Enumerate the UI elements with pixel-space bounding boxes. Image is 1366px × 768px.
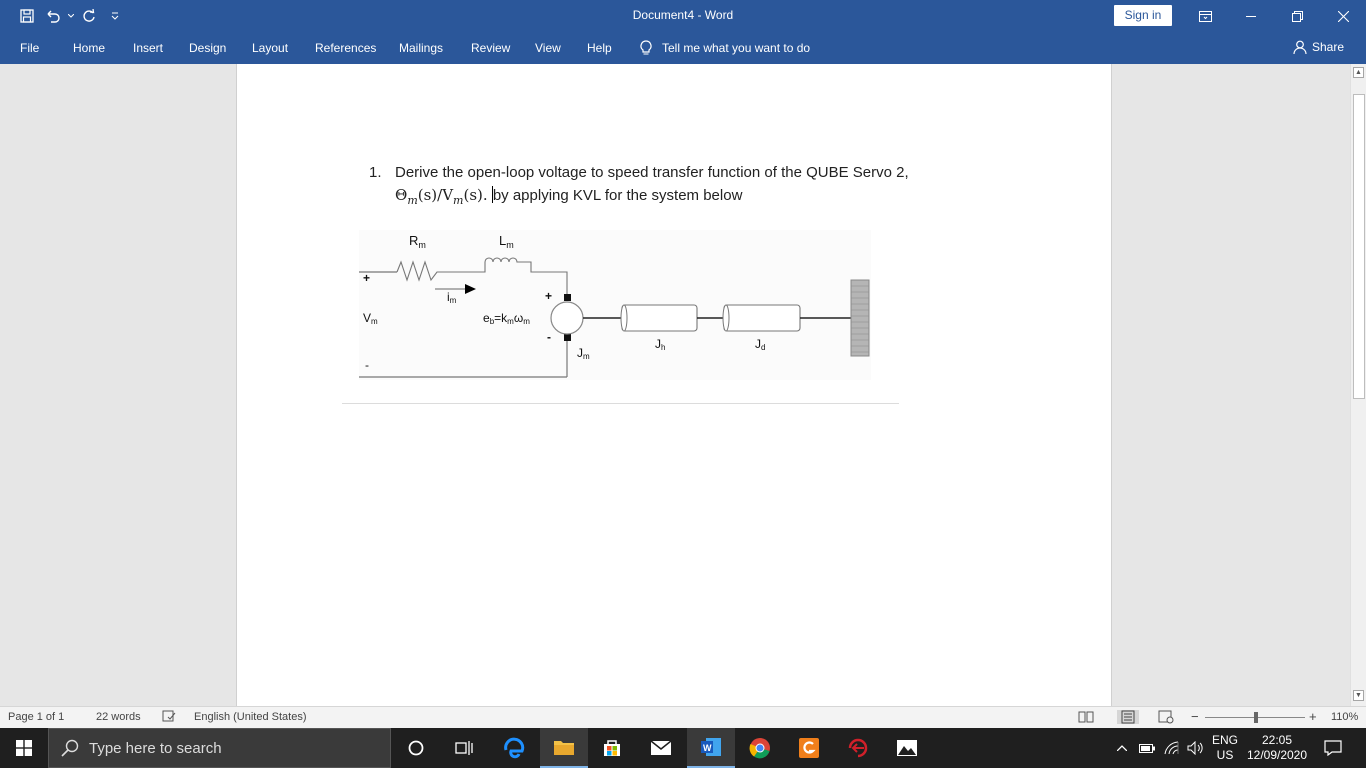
math-expression	[395, 186, 488, 207]
store-icon	[602, 738, 622, 758]
minimize-button[interactable]	[1228, 0, 1274, 32]
folder-icon	[553, 738, 575, 756]
word-app[interactable]	[687, 728, 735, 768]
status-bar	[0, 706, 1366, 728]
close-icon	[1338, 11, 1349, 22]
resistor-symbol	[397, 262, 449, 280]
label-plus-motor: +	[545, 289, 553, 303]
zoom-level[interactable]: 110%	[1331, 711, 1359, 723]
math-sub-m-2: m	[453, 194, 464, 207]
label-lm: L	[499, 233, 507, 248]
label-im: i	[447, 290, 450, 304]
label-plus-left: +	[363, 271, 371, 285]
pdf-app[interactable]	[785, 728, 833, 768]
tab-insert[interactable]: Insert	[133, 41, 164, 55]
zoom-out-button[interactable]: −	[1191, 709, 1199, 724]
notification-icon	[1324, 740, 1342, 756]
quick-access-toolbar	[14, 6, 128, 26]
share-label: Share	[1312, 40, 1345, 54]
edge-app[interactable]	[490, 728, 538, 768]
task-view-icon	[455, 740, 473, 756]
cortana-icon	[408, 740, 424, 756]
customize-icon	[111, 12, 119, 20]
hub-cylinder	[622, 305, 697, 331]
label-omega-sub: m	[523, 317, 530, 326]
label-jm: J	[577, 346, 583, 360]
tab-home[interactable]: Home	[73, 41, 106, 55]
scroll-up-button[interactable]: ▲	[1353, 67, 1364, 78]
search-icon	[61, 739, 79, 757]
svg-text:Jd	[755, 337, 765, 352]
lang-top: ENG	[1211, 733, 1238, 747]
save-icon	[20, 9, 34, 23]
cortana-button[interactable]	[392, 728, 440, 768]
chevron-up-icon	[1117, 745, 1127, 751]
speaker-icon	[1187, 741, 1203, 755]
tell-me-search[interactable]	[640, 40, 810, 56]
volume-button[interactable]	[1184, 728, 1206, 768]
web-layout-icon[interactable]	[1158, 710, 1174, 724]
math-theta: Θ	[395, 186, 408, 204]
mail-app[interactable]	[637, 728, 685, 768]
svg-text:Jh	[655, 337, 665, 352]
word-count[interactable]: 22 words	[96, 711, 141, 723]
question-line-1: Derive the open-loop voltage to speed transfer function of the QUBE Servo 2,	[395, 164, 909, 181]
document-area	[0, 64, 1350, 706]
label-im-sub: m	[449, 296, 457, 305]
document-page[interactable]	[236, 64, 1112, 706]
sign-in-button[interactable]: Sign in	[1114, 5, 1172, 26]
security-app[interactable]	[834, 728, 882, 768]
repeat-button[interactable]	[76, 6, 102, 26]
task-view-button[interactable]	[440, 728, 488, 768]
print-layout-icon[interactable]	[1117, 710, 1139, 724]
svg-text:eb=kmωm	[483, 311, 530, 326]
share-button[interactable]	[1293, 40, 1344, 54]
windows-icon	[16, 740, 32, 756]
tab-file[interactable]: File	[20, 41, 40, 55]
tell-me-text: Tell me what you want to do	[662, 41, 811, 55]
tab-design[interactable]: Design	[189, 41, 227, 55]
zoom-slider-thumb[interactable]	[1254, 712, 1258, 723]
page-count[interactable]: Page 1 of 1	[8, 711, 65, 723]
wifi-icon	[1164, 741, 1180, 755]
question-line-2-text: by applying KVL for the system below	[492, 187, 743, 204]
servo-diagram-image[interactable]	[359, 230, 871, 380]
label-rm-sub: m	[418, 240, 426, 250]
svg-text:W: W	[703, 743, 712, 753]
chrome-icon	[749, 737, 771, 759]
math-sub-m: m	[407, 194, 418, 207]
undo-icon	[45, 9, 61, 23]
lang-bottom: US	[1216, 748, 1234, 762]
tab-references[interactable]: References	[315, 41, 377, 55]
label-jd-sub: d	[761, 343, 766, 352]
label-vm: V	[363, 311, 372, 325]
vertical-scrollbar[interactable]	[1350, 64, 1366, 706]
list-number: 1.	[369, 164, 382, 181]
network-button[interactable]	[1161, 728, 1183, 768]
motor-symbol	[551, 302, 583, 334]
label-km-sub: m	[507, 317, 514, 326]
scroll-thumb[interactable]	[1353, 94, 1365, 399]
label-eb-eq: =k	[494, 311, 508, 325]
fixed-wall	[851, 280, 869, 356]
proofing-icon[interactable]	[162, 709, 176, 726]
ribbon-display-icon	[1199, 11, 1212, 22]
label-lm-sub: m	[506, 240, 514, 250]
chrome-app[interactable]	[736, 728, 784, 768]
repeat-icon	[82, 9, 96, 23]
svg-text:Lm	[499, 233, 514, 250]
label-jh: J	[655, 337, 661, 351]
tab-mailings[interactable]: Mailings	[399, 41, 444, 55]
label-rm: R	[409, 233, 419, 248]
label-minus-motor: -	[547, 330, 551, 344]
svg-text:Rm	[409, 233, 426, 250]
tab-help[interactable]: Help	[587, 41, 612, 55]
label-jh-sub: h	[661, 343, 666, 352]
label-eb: e	[483, 311, 490, 325]
lightbulb-icon	[640, 40, 652, 56]
clock[interactable]	[1246, 728, 1308, 768]
ribbon-tabs	[0, 32, 1366, 64]
restore-icon	[1292, 11, 1303, 22]
math-end: (s).	[463, 186, 488, 204]
windows-taskbar	[0, 728, 1366, 768]
tab-layout[interactable]: Layout	[252, 41, 289, 55]
horizontal-rule	[342, 403, 899, 404]
show-hidden-icons-button[interactable]	[1112, 728, 1132, 768]
tab-view[interactable]: View	[535, 41, 561, 55]
save-button[interactable]	[14, 6, 40, 26]
pdf-app-icon	[798, 737, 820, 759]
language-indicator[interactable]: English (United States)	[194, 711, 307, 723]
search-placeholder: Type here to search	[89, 739, 222, 757]
question-line-2	[395, 186, 742, 207]
input-language-button[interactable]	[1206, 728, 1244, 768]
battery-icon	[1139, 743, 1155, 753]
chevron-down-icon	[68, 14, 74, 18]
scroll-down-button[interactable]: ▼	[1353, 690, 1364, 701]
person-icon	[1293, 40, 1307, 54]
mail-icon	[650, 740, 672, 756]
clock-time: 22:05	[1261, 733, 1293, 747]
svg-text:Jm	[577, 346, 590, 361]
file-explorer-app[interactable]	[540, 728, 588, 768]
undo-button[interactable]	[40, 6, 66, 26]
ribbon-display-options-button[interactable]	[1182, 0, 1228, 32]
restore-button[interactable]	[1274, 0, 1320, 32]
customize-qat-button[interactable]	[102, 6, 128, 26]
label-jd: J	[755, 337, 761, 351]
word-icon	[700, 737, 722, 757]
start-button[interactable]	[0, 728, 48, 768]
label-jm-sub: m	[583, 352, 590, 361]
svg-text:Vm	[363, 311, 378, 326]
store-app[interactable]	[588, 728, 636, 768]
photos-icon	[896, 739, 918, 757]
label-eb-sub: b	[489, 317, 495, 326]
servo-diagram-svg	[359, 230, 871, 380]
undo-dropdown[interactable]	[66, 6, 76, 26]
minimize-icon	[1246, 16, 1256, 17]
taskbar-search-box[interactable]	[48, 728, 391, 768]
security-app-icon	[847, 737, 869, 759]
action-center-button[interactable]	[1316, 728, 1350, 768]
math-mid: (s)/V	[417, 186, 454, 204]
zoom-in-button[interactable]: +	[1309, 709, 1317, 724]
title-bar	[0, 0, 1366, 32]
disk-cylinder	[724, 305, 800, 331]
close-button[interactable]	[1320, 0, 1366, 32]
clock-date: 12/09/2020	[1246, 748, 1308, 762]
label-vm-sub: m	[371, 317, 378, 326]
svg-text:im	[447, 290, 457, 305]
label-omega: ω	[513, 311, 524, 325]
edge-icon	[503, 737, 525, 759]
current-arrow	[465, 284, 476, 294]
battery-button[interactable]	[1136, 728, 1158, 768]
tab-review[interactable]: Review	[471, 41, 511, 55]
read-mode-icon[interactable]	[1078, 710, 1094, 724]
label-minus-left: -	[365, 358, 369, 372]
photos-app[interactable]	[883, 728, 931, 768]
document-title: Document4 - Word	[632, 8, 734, 22]
